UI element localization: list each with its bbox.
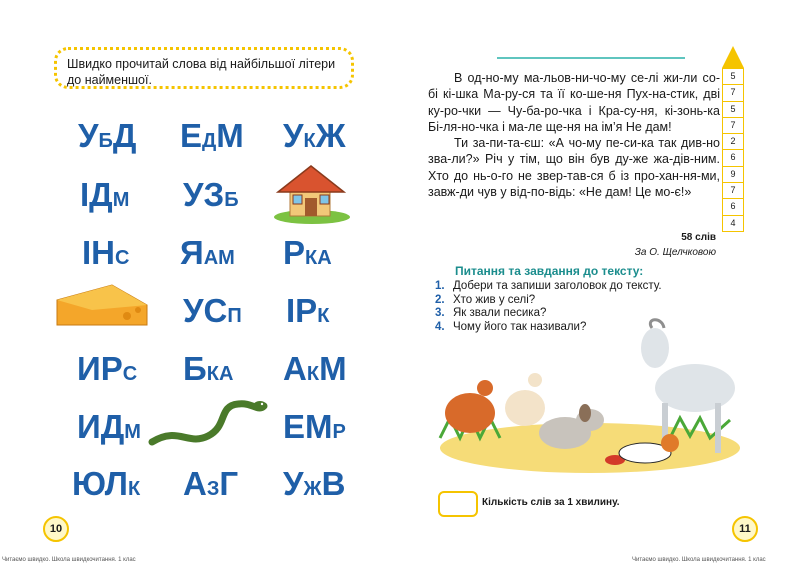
count-cell: 4 bbox=[722, 216, 744, 232]
word-r3c1 bbox=[82, 234, 129, 272]
question-number: 1. bbox=[435, 280, 445, 292]
letter: П bbox=[227, 305, 242, 327]
right-page bbox=[400, 0, 800, 565]
word-r7c2 bbox=[183, 465, 238, 503]
letter: У bbox=[78, 117, 99, 154]
letter: Б bbox=[183, 350, 207, 387]
letter: Д bbox=[112, 117, 137, 154]
title-line bbox=[497, 57, 685, 59]
count-cell: 7 bbox=[722, 183, 744, 199]
letter: К bbox=[303, 130, 316, 152]
question-number: 2. bbox=[435, 293, 445, 306]
letter: Б bbox=[224, 189, 239, 211]
letter: И bbox=[77, 350, 101, 387]
story-paragraph-2: Ти за-пи-та-єш: «А чо-му пе-си-ка так див-но зва-ли?» Річ у тім, що він був ду-же жа-дів-ним. Хто до нь-о-го не звер-тав-ся б із про-хан-ня-ми, завж-ди чув у від-по-відь: «Не дам! Це мо-є!» bbox=[428, 136, 720, 200]
count-cell: 7 bbox=[722, 85, 744, 101]
author: За О. Щелчковою bbox=[634, 247, 716, 258]
letter: З bbox=[203, 176, 225, 213]
letter: С bbox=[203, 292, 228, 329]
letter: З bbox=[206, 478, 220, 500]
house-icon bbox=[270, 162, 352, 224]
question-item bbox=[435, 280, 662, 294]
instruction-box: Швидко прочитай слова від найбільшої літери до найменшої. bbox=[54, 47, 354, 89]
letter: К bbox=[127, 478, 141, 500]
question-number: 3. bbox=[435, 307, 445, 319]
word-r4c2 bbox=[183, 292, 242, 330]
story-text bbox=[428, 70, 720, 200]
letter: В bbox=[321, 465, 346, 502]
word-r7c3 bbox=[283, 465, 345, 503]
triangle-marker bbox=[722, 46, 744, 68]
letter: А bbox=[183, 465, 207, 502]
story-paragraph-1: В од-но-му ма-льов-ни-чо-му се-лі жи-ли со-бі кі-шка Ма-ру-ся та її ко-ше-ня Пух-на-стик, дві ку-ро-чки — Чу-ба-ро-чка і Кра-су-ня, кі-зонь-ка Бі-ля-но-чка і ма-ле ще-ня на ім’я Не дам! bbox=[428, 71, 720, 134]
letter: Л bbox=[104, 465, 128, 502]
letter: А bbox=[203, 247, 219, 269]
letter: Р bbox=[295, 292, 318, 329]
answer-label: Кількість слів за 1 хвилину. bbox=[482, 497, 620, 508]
footer-left: Читаємо швидко. Школа швидкочитання. 1 клас bbox=[2, 557, 136, 563]
word-r1c2 bbox=[180, 117, 244, 155]
letter: С bbox=[122, 363, 138, 385]
word-r3c3 bbox=[283, 234, 332, 272]
question-text: Хто жив у селі? bbox=[453, 293, 536, 306]
letter: І bbox=[80, 176, 90, 213]
word-count-column bbox=[722, 46, 744, 232]
letter: Г bbox=[219, 465, 239, 502]
question-text: Добери та запиши заголовок до тексту. bbox=[453, 280, 662, 292]
count-cell: 6 bbox=[722, 150, 744, 166]
letter: Д bbox=[100, 408, 125, 445]
word-r4c3 bbox=[286, 292, 329, 330]
word-r6c3 bbox=[283, 408, 346, 446]
word-r5c2 bbox=[183, 350, 233, 388]
letter: У bbox=[283, 465, 304, 502]
word-r6c1 bbox=[77, 408, 141, 446]
letter: М bbox=[218, 247, 235, 269]
letter: Д bbox=[89, 176, 113, 213]
letter: М bbox=[216, 117, 244, 154]
word-r5c3 bbox=[283, 350, 347, 388]
page-number-right: 11 bbox=[732, 516, 758, 542]
question-text: Чому його так називали? bbox=[453, 320, 587, 333]
letter: Ж bbox=[303, 478, 322, 500]
letter: М bbox=[305, 408, 333, 445]
footer-right: Читаємо швидко. Школа швидкочитання. 1 клас bbox=[632, 557, 766, 563]
word-r1c3 bbox=[283, 117, 346, 155]
letter: Е bbox=[283, 408, 306, 445]
question-number: 4. bbox=[435, 320, 445, 333]
letter: Д bbox=[202, 130, 217, 152]
question-item bbox=[435, 294, 662, 308]
questions-title: Питання та завдання до тексту: bbox=[455, 264, 644, 278]
snake-icon bbox=[148, 396, 270, 448]
letter: Р bbox=[100, 350, 123, 387]
count-cell: 2 bbox=[722, 134, 744, 150]
count-cell: 5 bbox=[722, 102, 744, 118]
page-number-left: 10 bbox=[43, 516, 69, 542]
letter: Я bbox=[180, 234, 204, 271]
count-cell: 9 bbox=[722, 167, 744, 183]
farm-animals-illustration bbox=[430, 318, 750, 478]
question-text: Як звали песика? bbox=[453, 307, 547, 319]
letter: У bbox=[283, 117, 304, 154]
word-count: 58 слів bbox=[681, 232, 716, 243]
word-r2c1 bbox=[80, 176, 129, 214]
letter: А bbox=[317, 247, 332, 269]
word-r2c2 bbox=[183, 176, 239, 214]
count-cell: 5 bbox=[722, 68, 744, 85]
letter: А bbox=[218, 363, 234, 385]
letter: У bbox=[183, 176, 204, 213]
letter: И bbox=[77, 408, 101, 445]
letter: М bbox=[319, 350, 347, 387]
letter: І bbox=[82, 234, 92, 271]
cheese-icon bbox=[52, 280, 152, 335]
letter: Р bbox=[283, 234, 306, 271]
letter: Е bbox=[180, 117, 203, 154]
count-cell: 7 bbox=[722, 118, 744, 134]
letter: К bbox=[317, 305, 330, 327]
letter: М bbox=[124, 421, 141, 443]
letter: Ж bbox=[315, 117, 346, 154]
count-cell: 6 bbox=[722, 199, 744, 215]
letter: Ю bbox=[72, 465, 105, 502]
letter: К bbox=[305, 247, 318, 269]
letter: І bbox=[286, 292, 296, 329]
letter: Н bbox=[91, 234, 116, 271]
letter: К bbox=[206, 363, 219, 385]
letter: С bbox=[115, 247, 130, 269]
letter: М bbox=[112, 189, 130, 211]
letter: Р bbox=[332, 421, 346, 443]
answer-box[interactable] bbox=[438, 491, 478, 517]
letter: К bbox=[306, 363, 320, 385]
word-r1c1 bbox=[78, 117, 136, 155]
letter: Б bbox=[98, 130, 113, 152]
letter: А bbox=[283, 350, 307, 387]
word-r5c1 bbox=[77, 350, 137, 388]
word-r3c2 bbox=[180, 234, 235, 272]
word-r7c1 bbox=[72, 465, 140, 503]
letter: У bbox=[183, 292, 204, 329]
